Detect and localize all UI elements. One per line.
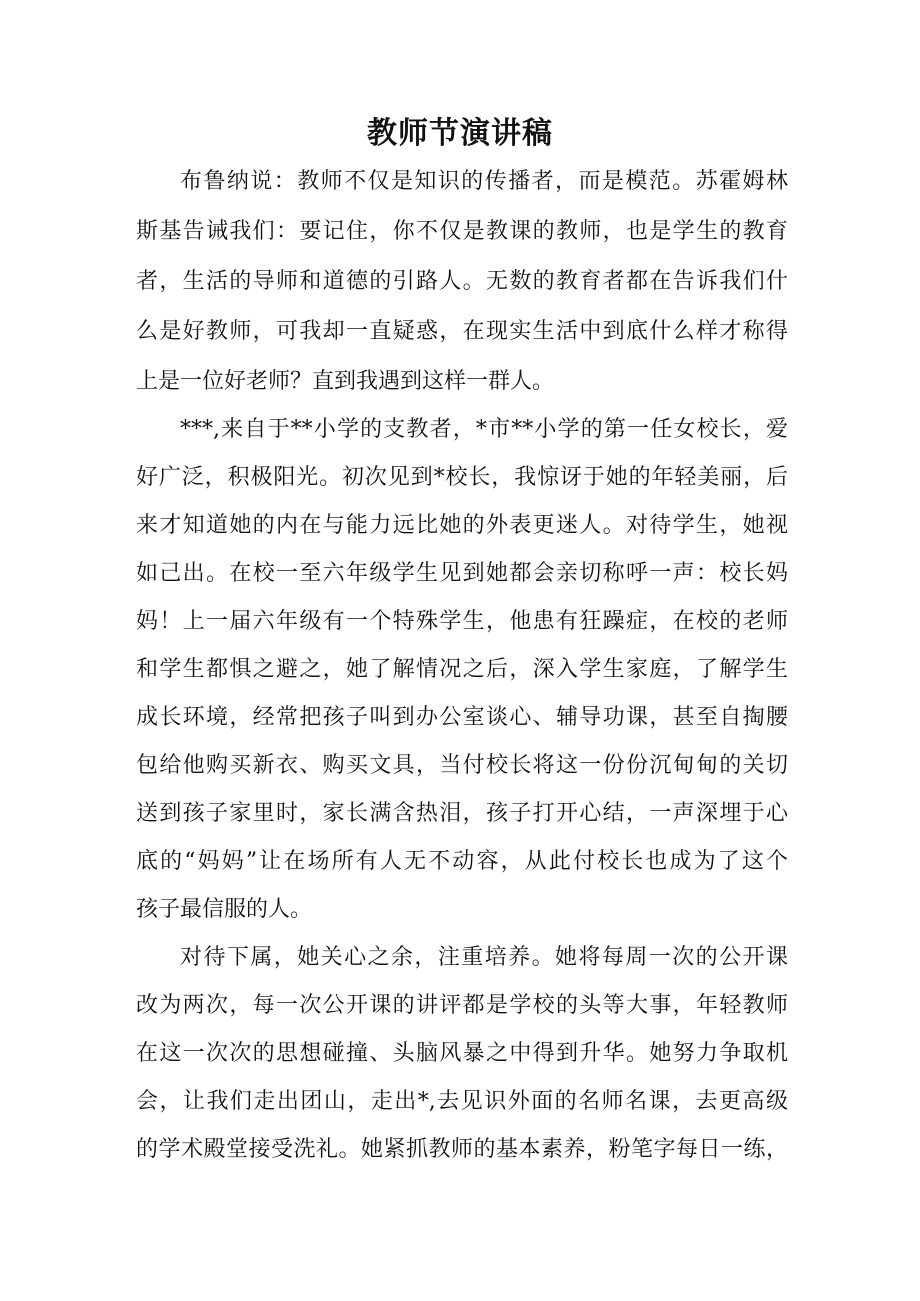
paragraph-line: 在这一次次的思想碰撞、头脑风暴之中得到升华。她努力争取机: [136, 1041, 788, 1066]
paragraph-line: 包给他购买新衣、购买文具，当付校长将这一份份沉甸甸的关切: [136, 753, 788, 778]
paragraph-line: 妈！上一届六年级有一个特殊学生，他患有狂躁症，在校的老师: [136, 609, 788, 634]
paragraph-line: 送到孩子家里时，家长满含热泪，孩子打开心结，一声深埋于心: [136, 801, 788, 826]
paragraph-line: 者，生活的导师和道德的引路人。无数的教育者都在告诉我们什: [136, 269, 788, 294]
paragraph-line: 改为两次，每一次公开课的讲评都是学校的头等大事，年轻教师: [136, 993, 788, 1018]
paragraph-line: 底的“妈妈”让在场所有人无不动容，从此付校长也成为了这个: [136, 849, 788, 874]
paragraph-line: 孩子最信服的人。: [136, 897, 313, 922]
paragraph-line: 么是好教师，可我却一直疑惑，在现实生活中到底什么样才称得: [136, 319, 788, 344]
paragraph-line: 成长环境，经常把孩子叫到办公室谈心、辅导功课，甚至自掏腰: [136, 705, 788, 730]
paragraph-line: 好广泛，积极阳光。初次见到*校长，我惊讶于她的年轻美丽，后: [136, 465, 788, 490]
paragraph-line: 上是一位好老师？直到我遇到这样一群人。: [136, 369, 555, 394]
paragraph-line: 如己出。在校一至六年级学生见到她都会亲切称呼一声：校长妈: [136, 561, 788, 586]
paragraph-line: 的学术殿堂接受洗礼。她紧抓教师的基本素养，粉笔字每日一练，: [136, 1137, 788, 1162]
paragraph-line: 来才知道她的内在与能力远比她的外表更迷人。对待学生，她视: [136, 513, 788, 538]
paragraph-line: 斯基告诫我们：要记住，你不仅是教课的教师，也是学生的教育: [136, 219, 788, 244]
paragraph-line: 对待下属，她关心之余，注重培养。她将每周一次的公开课: [180, 945, 788, 970]
paragraph-line: ***,来自于**小学的支教者，*市**小学的第一任女校长，爱: [180, 417, 788, 442]
paragraph-line: 会，让我们走出团山，走出*,去见识外面的名师名课，去更高级: [136, 1089, 788, 1114]
paragraph-line: 布鲁纳说：教师不仅是知识的传播者，而是模范。苏霍姆林: [180, 169, 788, 194]
paragraph-line: 和学生都惧之避之，她了解情况之后，深入学生家庭，了解学生: [136, 657, 788, 682]
document-title: 教师节演讲稿: [367, 116, 553, 151]
